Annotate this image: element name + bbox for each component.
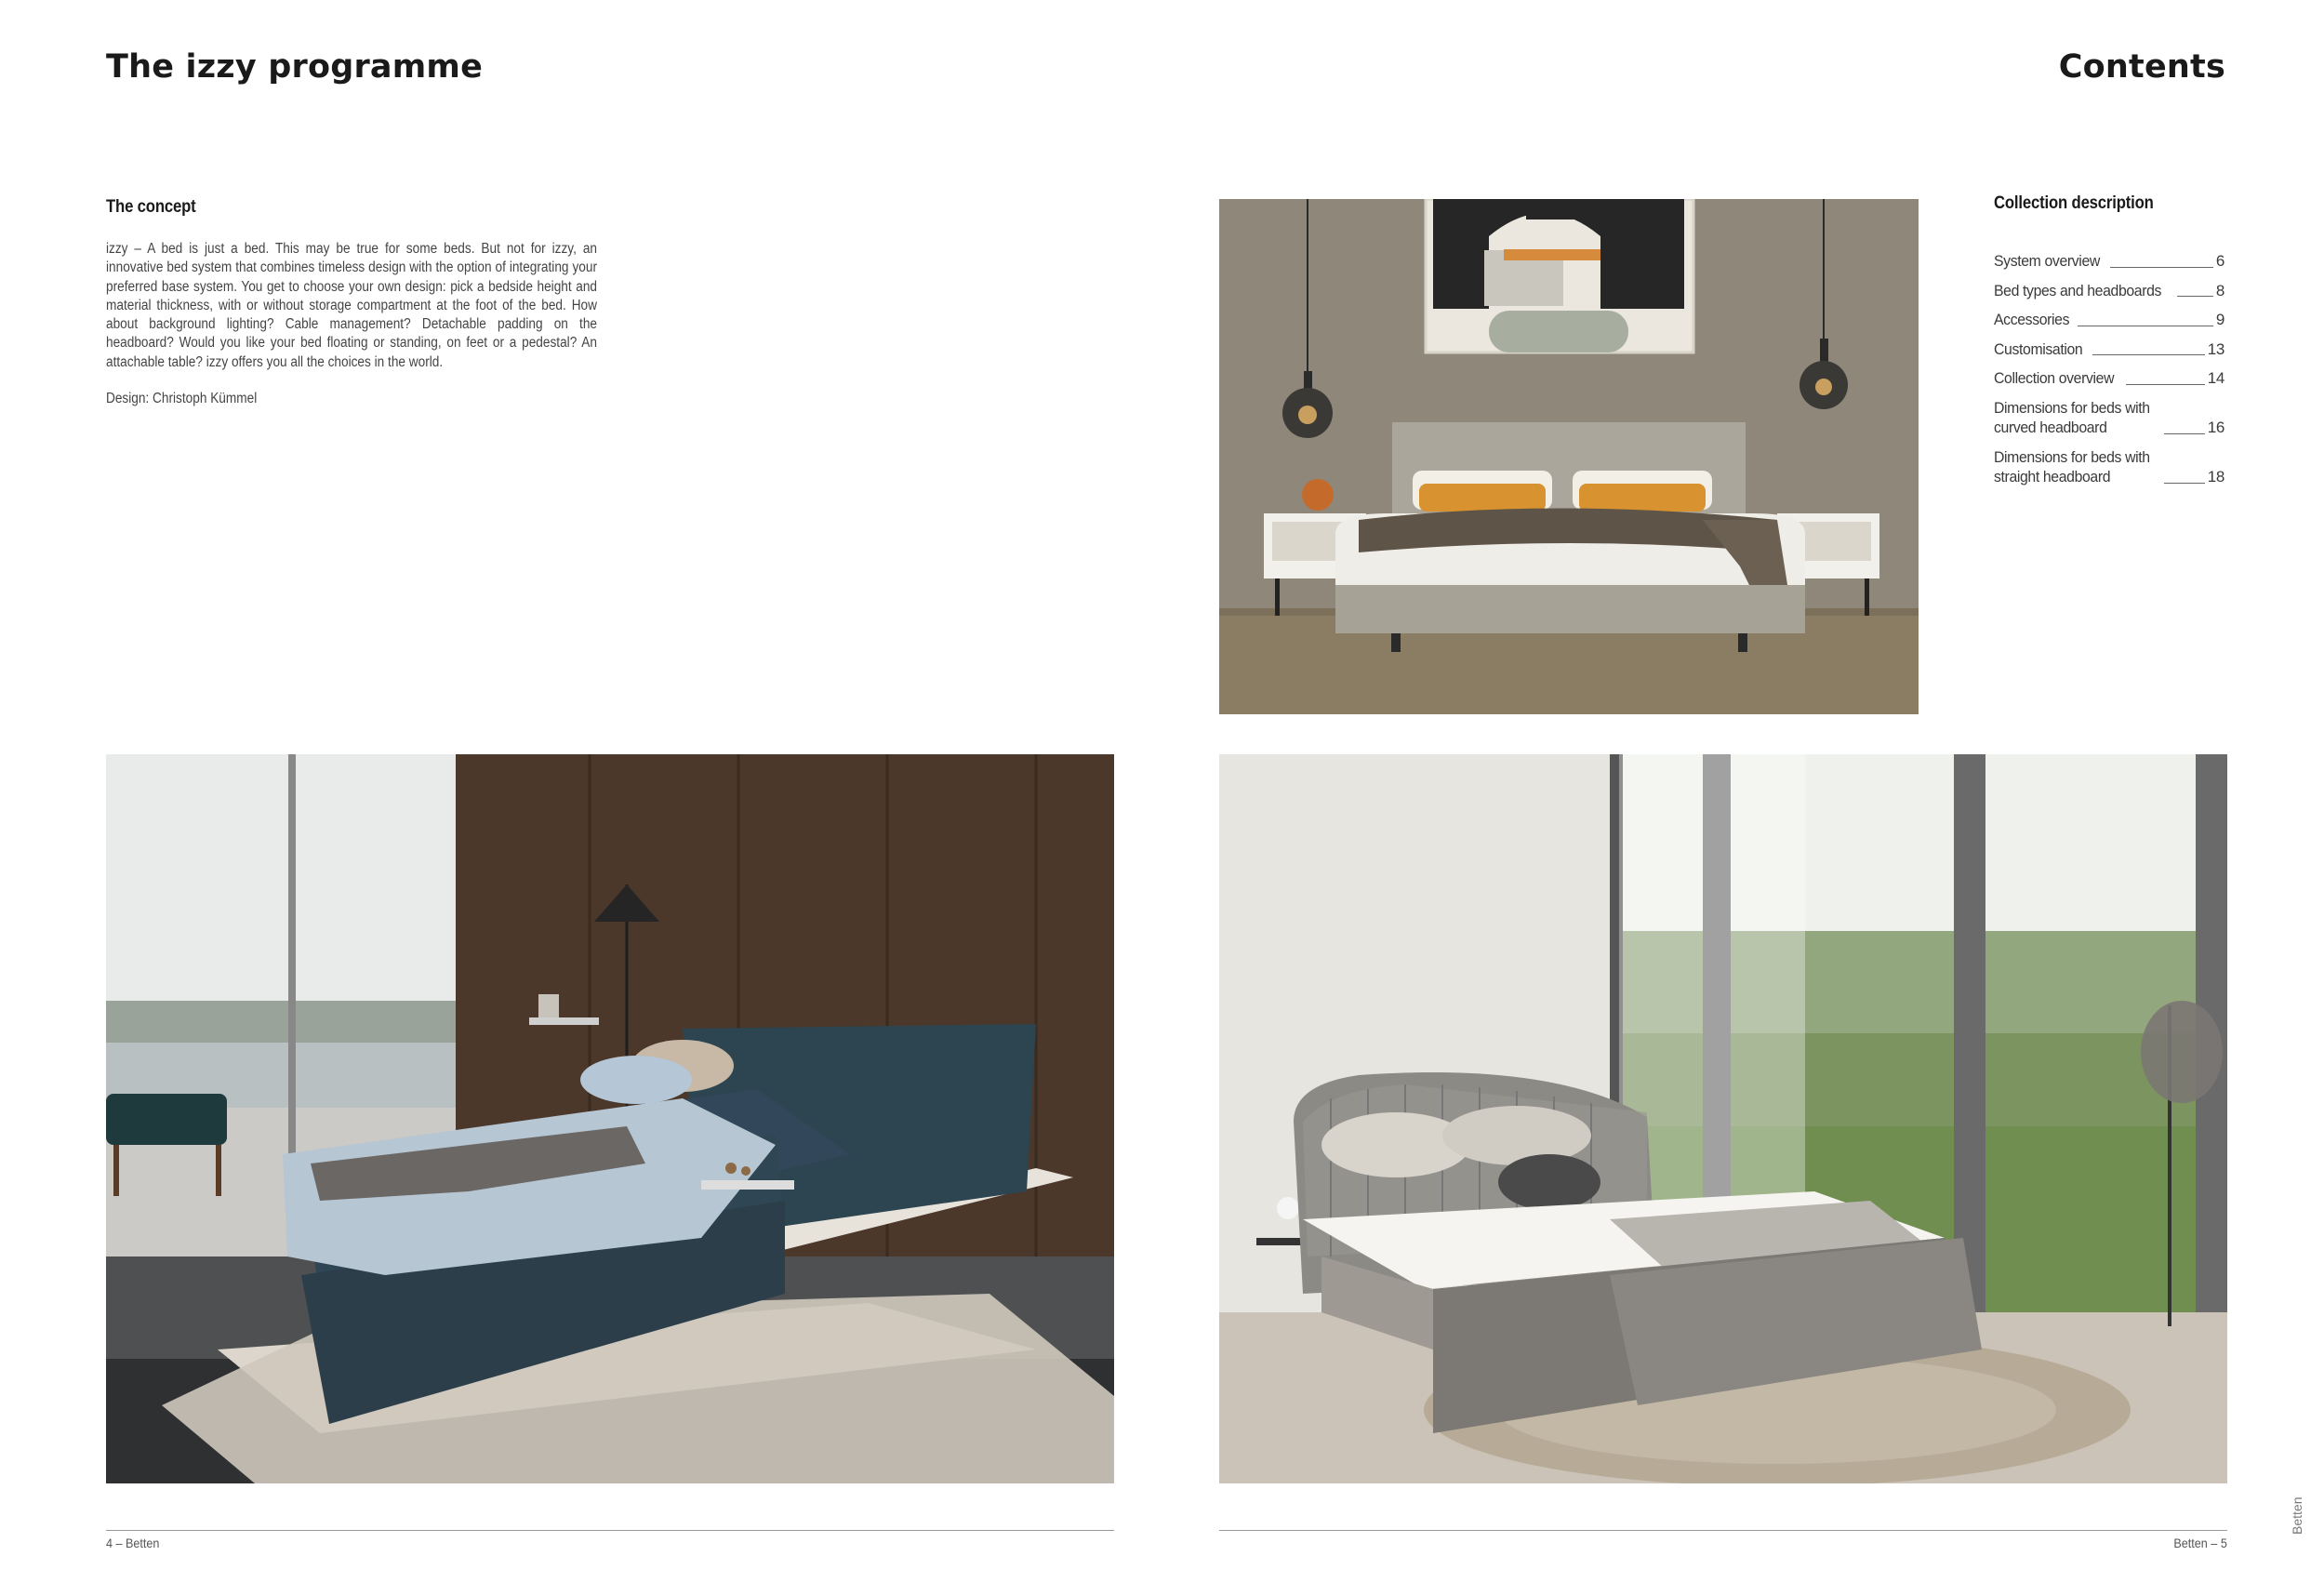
toc-leader-line bbox=[2110, 266, 2212, 268]
toc-item-page: 13 bbox=[2207, 339, 2224, 358]
toc-leader-line bbox=[2126, 383, 2205, 385]
toc-item-page: 18 bbox=[2207, 468, 2224, 485]
side-tab-label: Betten bbox=[2290, 1496, 2304, 1535]
toc-item-label: System overview bbox=[1994, 252, 2100, 270]
toc-leader-line bbox=[2177, 295, 2213, 297]
toc-item-page: 9 bbox=[2215, 311, 2224, 328]
bedroom-photo-artwork-illustration bbox=[1219, 199, 1919, 714]
toc-item-label: Dimensions for beds with curved headboard bbox=[1994, 398, 2150, 436]
toc-item[interactable] bbox=[1994, 398, 2224, 438]
toc-item-label: Accessories bbox=[1994, 311, 2070, 328]
toc-item-page: 6 bbox=[2215, 252, 2224, 270]
toc-item-label: Dimensions for beds with straight headboard bbox=[1994, 447, 2150, 485]
toc-item[interactable] bbox=[1994, 339, 2224, 360]
toc-leader-line bbox=[2164, 482, 2204, 484]
page-number-right: Betten – 5 bbox=[2173, 1536, 2227, 1550]
page-title-left: The izzy programme bbox=[106, 48, 484, 86]
table-of-contents bbox=[1994, 251, 2224, 497]
toc-item-page: 8 bbox=[2215, 281, 2224, 299]
page-number-left: 4 – Betten bbox=[106, 1536, 160, 1550]
toc-item-label: Customisation bbox=[1994, 339, 2083, 358]
bedroom-photo-garden bbox=[1219, 754, 2227, 1483]
bedroom-photo-garden-illustration bbox=[1219, 754, 2227, 1483]
toc-leader-line bbox=[2078, 325, 2213, 326]
toc-item-label: Bed types and headboards bbox=[1994, 281, 2162, 299]
toc-leader-line bbox=[2164, 432, 2204, 434]
footer-rule-left bbox=[106, 1530, 1114, 1531]
toc-leader-line bbox=[2092, 353, 2205, 355]
toc-item-page: 14 bbox=[2207, 369, 2224, 387]
footer-rule-right bbox=[1219, 1530, 2227, 1531]
toc-item[interactable] bbox=[1994, 251, 2224, 272]
bedroom-photo-lake bbox=[106, 754, 1114, 1483]
design-credit: Design: Christoph Kümmel bbox=[106, 391, 258, 406]
bedroom-photo-lake-illustration bbox=[106, 754, 1114, 1483]
toc-item-page: 16 bbox=[2207, 419, 2224, 436]
toc-item-label: Collection overview bbox=[1994, 369, 2115, 387]
concept-heading: The concept bbox=[106, 197, 196, 217]
toc-item[interactable] bbox=[1994, 310, 2224, 330]
toc-item[interactable] bbox=[1994, 447, 2224, 487]
concept-paragraph: izzy – A bed is just a bed. This may be true for some beds. But not for izzy, an innovative bed system that combines timeless design with the option of integrating your preferred base system. You get to choose your own design: pick a bedside height and material thickness, with or without storage compartment at the foot of the bed. How about background lighting? Cable management? Detachable padding on the headboard? Would you like your bed floating or standing, on feet or a pedestal? An attachable table? izzy offers you all the choices in the world. bbox=[106, 241, 597, 370]
bedroom-photo-artwork bbox=[1219, 199, 1919, 714]
contents-heading: Collection description bbox=[1994, 193, 2154, 213]
toc-item[interactable] bbox=[1994, 281, 2224, 301]
page-title-right: Contents bbox=[2058, 48, 2225, 86]
toc-item[interactable] bbox=[1994, 368, 2224, 389]
